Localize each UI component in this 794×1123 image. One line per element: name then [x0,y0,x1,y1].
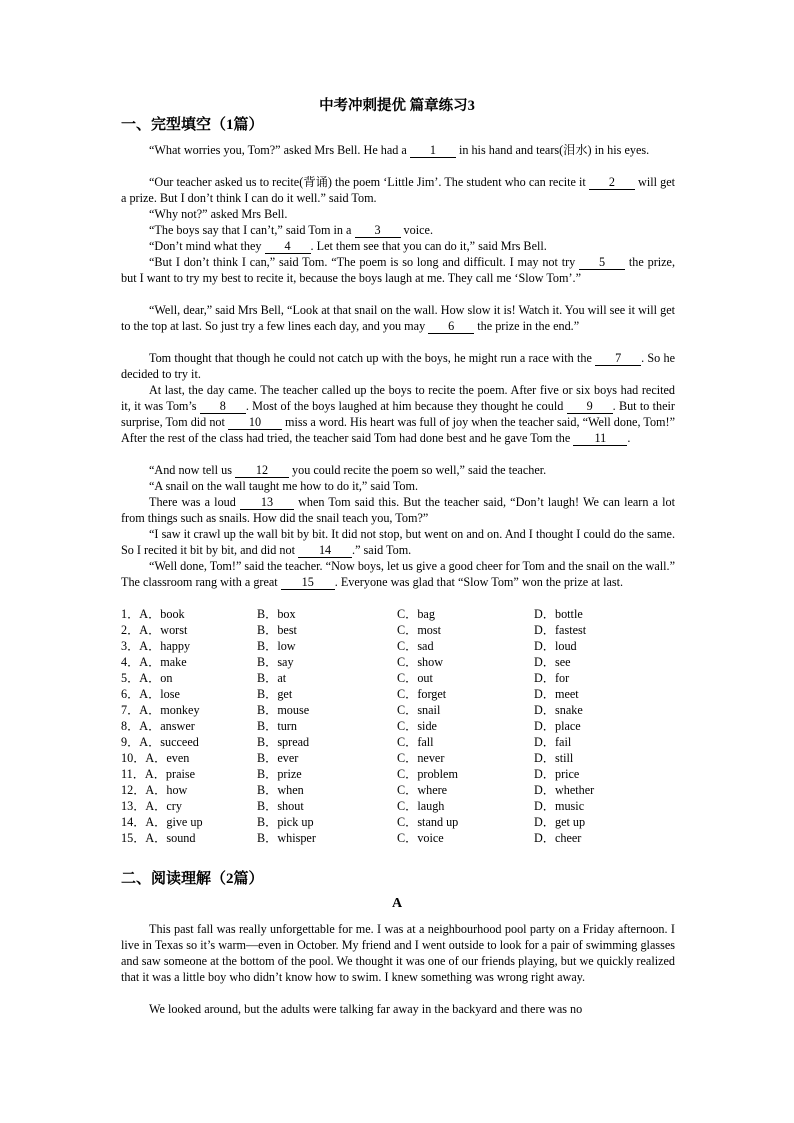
option-row [121,718,681,734]
option-c: C．out [397,671,433,685]
story-paragraph [121,254,675,286]
paragraph-text: .” said Tom. [352,543,412,557]
option-row [121,830,681,846]
option-b: B．pick up [257,815,314,829]
story-paragraph [121,462,675,478]
paragraph-text: . [627,431,631,445]
option-c: C．fall [397,735,434,749]
cloze-blank: 8 [200,400,246,414]
option-d: D．loud [534,639,577,653]
paragraph-text: . Let them see that you can do it,” said Mrs Bell. [310,239,547,253]
cloze-blank: 4 [265,240,311,254]
option-a: 1．A．book [121,607,185,621]
paragraph-text: Tom thought that though he could not catch up with the boys, he might run a race with the [149,351,596,365]
option-c: C．voice [397,831,444,845]
option-b: B．shout [257,799,304,813]
option-d: D．fastest [534,623,587,637]
paragraph-text: will get a prize. But I don’t think I can do it well.” said Tom. [121,175,675,205]
option-row [121,606,681,622]
story-paragraph [121,478,675,494]
paragraph-text: “Why not?” asked Mrs Bell. [149,207,288,221]
option-c: C．side [397,719,437,733]
story-paragraph [121,142,675,158]
option-a: 12．A．how [121,783,188,797]
option-c: C．snail [397,703,441,717]
option-d: D．cheer [534,831,582,845]
paragraph-text: you could recite the poem so well,” said the teacher. [288,463,547,477]
section-heading-reading: 二、阅读理解（2篇） [121,871,264,887]
option-c: C．show [397,655,444,669]
option-c: C．forget [397,687,447,701]
option-a: 8．A．answer [121,719,195,733]
option-b: B．whisper [257,831,316,845]
paragraph-text: the prize in the end.” [474,319,580,333]
option-c: C．laugh [397,799,445,813]
paragraph-text: . So he decided to try it. [121,351,675,381]
option-d: D．snake [534,703,583,717]
option-a: 15．A．sound [121,831,196,845]
option-d: D．whether [534,783,595,797]
option-row [121,814,681,830]
option-b: B．say [257,655,294,669]
document-title: 中考冲刺提优 篇章练习3 [319,98,475,114]
story-paragraph [121,238,675,254]
paragraph-text: “What worries you, Tom?” asked Mrs Bell. He had a [149,143,410,157]
paragraph-text: “Well, dear,” said Mrs Bell, “Look at that snail on the wall. How slow it is! Watch it. You will see it will get to the top at last. So just try a few lines each day, and you may [121,303,675,333]
story-paragraph [121,526,675,558]
option-d: D．still [534,751,574,765]
cloze-blank: 9 [567,400,613,414]
cloze-blank: 12 [235,464,289,478]
option-b: B．mouse [257,703,310,717]
story-paragraph [121,558,675,590]
option-row [121,766,681,782]
paragraph-text: . Most of the boys laughed at him because they thought he could [245,399,567,413]
option-row [121,686,681,702]
option-c: C．where [397,783,448,797]
story-paragraph [121,174,675,206]
option-row [121,750,681,766]
option-a: 5．A．on [121,671,173,685]
paragraph-text: in his hand and tears(泪水) in his eyes. [455,143,650,157]
story-paragraph [121,302,675,334]
option-c: C．stand up [397,815,459,829]
option-d: D．fail [534,735,572,749]
paragraph-text: voice. [400,223,433,237]
option-a: 10．A．even [121,751,190,765]
option-b: B．ever [257,751,299,765]
option-a: 11．A．praise [121,767,196,781]
cloze-blank: 11 [573,432,627,446]
option-d: D．meet [534,687,579,701]
option-a: 6．A．lose [121,687,180,701]
passage-label: A [391,896,403,911]
paragraph-text: “Don’t mind what they [149,239,265,253]
paragraph-text: There was a loud [149,495,240,509]
option-c: C．never [397,751,445,765]
option-row [121,654,681,670]
option-d: D．for [534,671,570,685]
paragraph-text: when Tom said this. But the teacher said, “Don’t laugh! We can learn a lot from things such as snails. How did the snail teach you, Tom?” [121,495,675,525]
cloze-blank: 7 [595,352,641,366]
paragraph-text: At last, the day came. The teacher called up the boys to recite the poem. After five or six boys had recited it, it was Tom’s [121,383,675,413]
paragraph-text: “But I don’t think I can,” said Tom. “The poem is so long and difficult. I may not try [149,255,580,269]
option-c: C．bag [397,607,435,621]
story-paragraph [121,222,675,238]
paragraph-text: . But to their surprise, Tom did not [121,399,675,429]
option-d: D．music [534,799,585,813]
option-b: B．best [257,623,297,637]
option-a: 3．A．happy [121,639,191,653]
option-a: 9．A．succeed [121,735,199,749]
option-row [121,670,681,686]
paragraph-text: “Our teacher asked us to recite(背诵) the poem ‘Little Jim’. The student who can recite it [149,175,589,189]
option-b: B．turn [257,719,297,733]
paragraph-text: . Everyone was glad that “Slow Tom” won the prize at last. [334,575,624,589]
cloze-blank: 5 [579,256,625,270]
option-c: C．sad [397,639,434,653]
option-d: D．bottle [534,607,583,621]
option-row [121,734,681,750]
passage-paragraph: We looked around, but the adults were talking far away in the backyard and there was no [149,1002,583,1016]
story-paragraph [121,494,675,526]
cloze-blank: 10 [228,416,282,430]
option-d: D．place [534,719,581,733]
paragraph-text: miss a word. His heart was full of joy when the teacher said, “Well done, Tom!” After the rest of the class had tried, the teacher said Tom had done best and he gave Tom the [121,415,675,445]
passage-paragraph: This past fall was really unforgettable for me. I was at a neighbourhood pool party on a Friday afternoon. I live in Texas so it’s warm—even in October. My friend and I went outside to look for a pair of swimming glasses and saw someone at the bottom of the pool. We thought it was one of our friends playing, but we quickly realized that it was a little boy who didn’t know how to swim. I knew something was wrong right away. [121,922,675,984]
paragraph-text: “The boys say that I can’t,” said Tom in a [149,223,355,237]
option-c: C．most [397,623,442,637]
cloze-blank: 13 [240,496,294,510]
cloze-blank: 2 [589,176,635,190]
paragraph-text: “And now tell us [149,463,235,477]
section-heading-cloze: 一、完型填空（1篇） [121,117,264,133]
option-b: B．prize [257,767,302,781]
cloze-blank: 6 [428,320,474,334]
cloze-blank: 3 [355,224,401,238]
option-b: B．at [257,671,287,685]
option-a: 13．A．cry [121,799,182,813]
option-a: 4．A．make [121,655,187,669]
option-b: B．get [257,687,293,701]
option-row [121,798,681,814]
cloze-blank: 15 [281,576,335,590]
option-d: D．price [534,767,580,781]
option-b: B．when [257,783,304,797]
option-b: B．spread [257,735,310,749]
paragraph-text: “I saw it crawl up the wall bit by bit. It did not stop, but went on and on. And I thought I could do the same. So I recited it bit by bit, and did not [121,527,675,557]
option-d: D．get up [534,815,586,829]
cloze-blank: 1 [410,144,456,158]
story-paragraph [121,382,675,446]
paragraph-text: “A snail on the wall taught me how to do it,” said Tom. [149,479,419,493]
cloze-blank: 14 [298,544,352,558]
paragraph-text: the prize, but I want to try my best to recite it, because the boys laugh at me. They call me ‘Slow Tom’.” [121,255,676,285]
story-paragraph [121,350,675,382]
option-c: C．problem [397,767,458,781]
option-row [121,782,681,798]
paragraph-text: “Well done, Tom!” said the teacher. “Now boys, let us give a good cheer for Tom and the snail on the wall.” The classroom rang with a great [121,559,675,589]
option-b: B．box [257,607,296,621]
options-list [121,606,681,846]
option-a: 2．A．worst [121,623,188,637]
option-d: D．see [534,655,571,669]
option-a: 7．A．monkey [121,703,200,717]
option-b: B．low [257,639,296,653]
option-row [121,702,681,718]
option-a: 14．A．give up [121,815,203,829]
story-paragraph [121,206,675,222]
option-row [121,638,681,654]
option-row [121,622,681,638]
